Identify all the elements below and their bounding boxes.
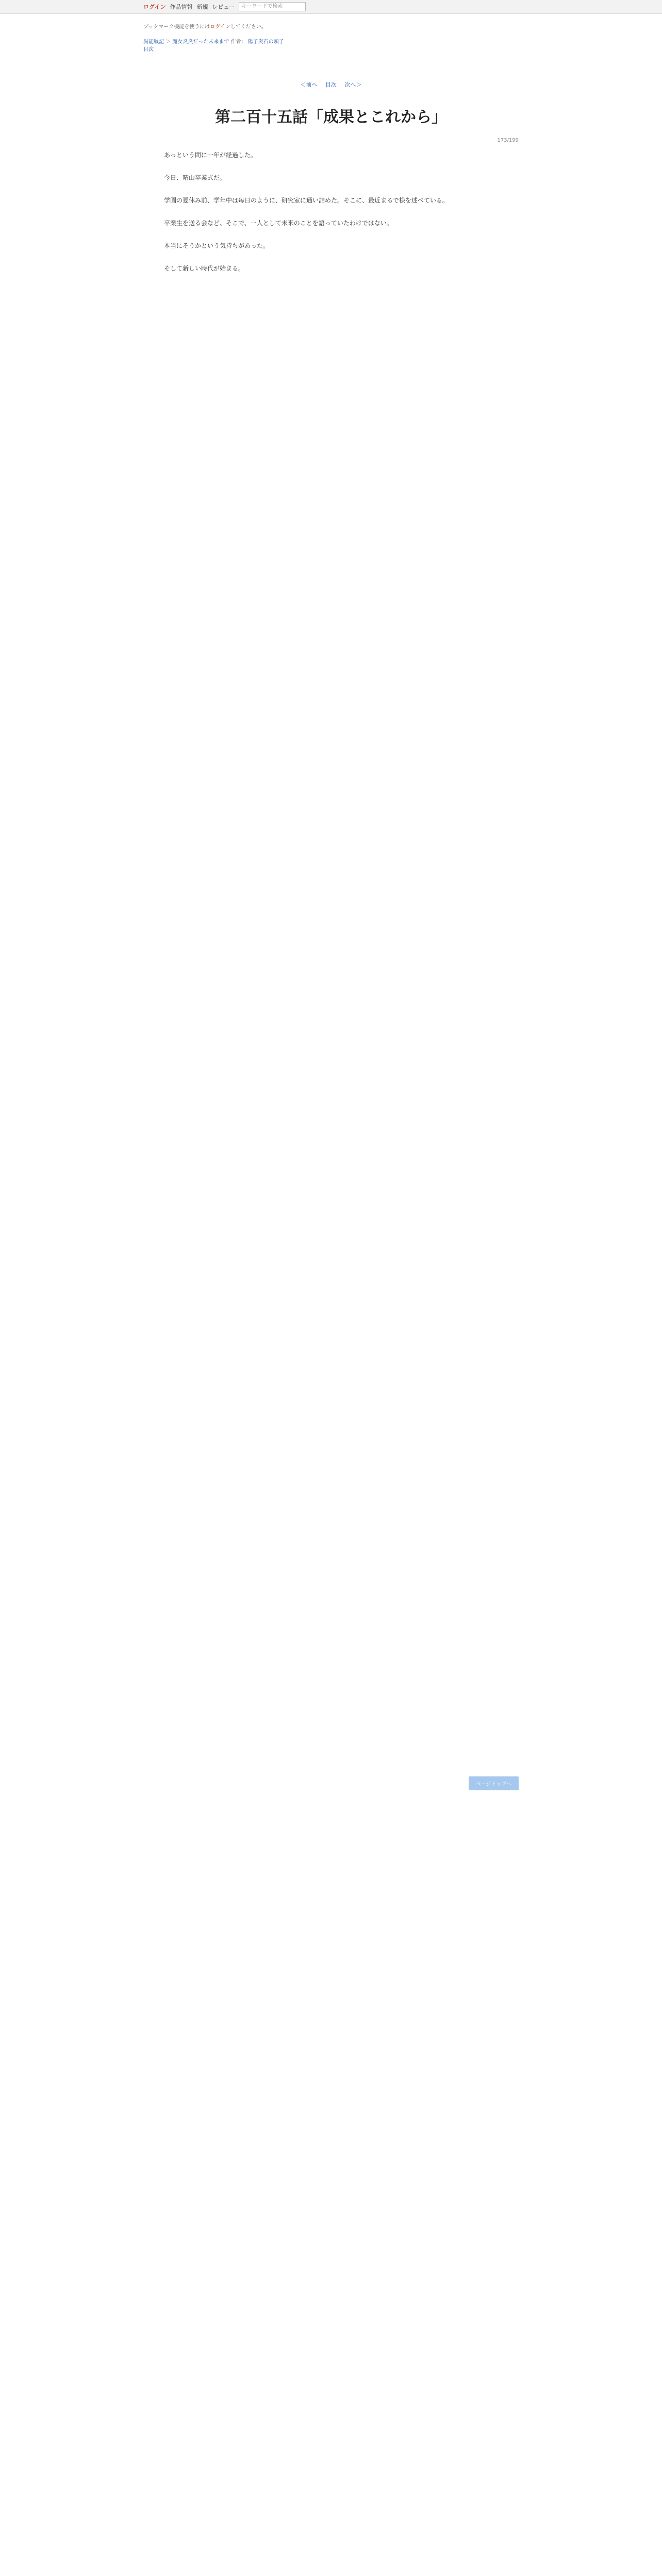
nav-link-new[interactable]: 新規 <box>196 4 208 10</box>
search-input[interactable]: キーワードで検索 <box>239 2 306 11</box>
breadcrumb-series[interactable]: 異能戦記 <box>143 39 164 45</box>
bookmark-login-link[interactable]: ログイン <box>210 24 230 30</box>
breadcrumb-author[interactable]: 陽子炎石の頭子 <box>247 39 284 45</box>
chapter-title: 第二百十五話「成果とこれから」 <box>215 108 447 126</box>
nav-link-review[interactable]: レビュー <box>212 4 235 10</box>
nav-link-works[interactable]: 作品情報 <box>170 4 193 10</box>
main-content <box>143 22 519 1787</box>
chapter-navigation <box>143 80 519 89</box>
paragraph: 学園の夏休み前、学年中は毎日のように、研究室に通い詰めた。そこに、最近まるで様を述べている。 <box>164 197 449 204</box>
chapter-body <box>143 149 519 274</box>
paragraph: 本当にそうかという気持ちがあった。 <box>164 242 269 249</box>
paragraph: そして新しい時代が始まる。 <box>164 265 245 272</box>
breadcrumb-work[interactable]: 魔女炎炎だった未来まで <box>172 39 229 45</box>
next-chapter-link[interactable]: 次へ＞ <box>344 81 362 88</box>
login-link[interactable]: ログイン <box>143 4 166 10</box>
paragraph: あっという間に一年が経過した。 <box>164 151 257 159</box>
paragraph: 卒業生を送る会など、そこで、一人として未来のことを語っていたわけではない。 <box>164 219 393 227</box>
prev-chapter-link[interactable]: ＜前へ <box>300 81 318 88</box>
page-number: 173/199 <box>497 138 519 143</box>
top-navigation-bar <box>0 0 662 14</box>
bookmark-notice: ブックマーク機能を使うにはログインしてください。 <box>143 24 267 30</box>
page-top-button[interactable]: ページトップへ <box>469 1776 519 1790</box>
paragraph: 今日、晴山卒業式だ。 <box>164 174 226 181</box>
breadcrumb: 異能戦記 ＞ 魔女炎炎だった未来まで 作者： 陽子炎石の頭子 目次 <box>143 39 284 53</box>
breadcrumb-toc[interactable]: 目次 <box>143 47 154 53</box>
toc-link[interactable]: 目次 <box>325 81 337 88</box>
